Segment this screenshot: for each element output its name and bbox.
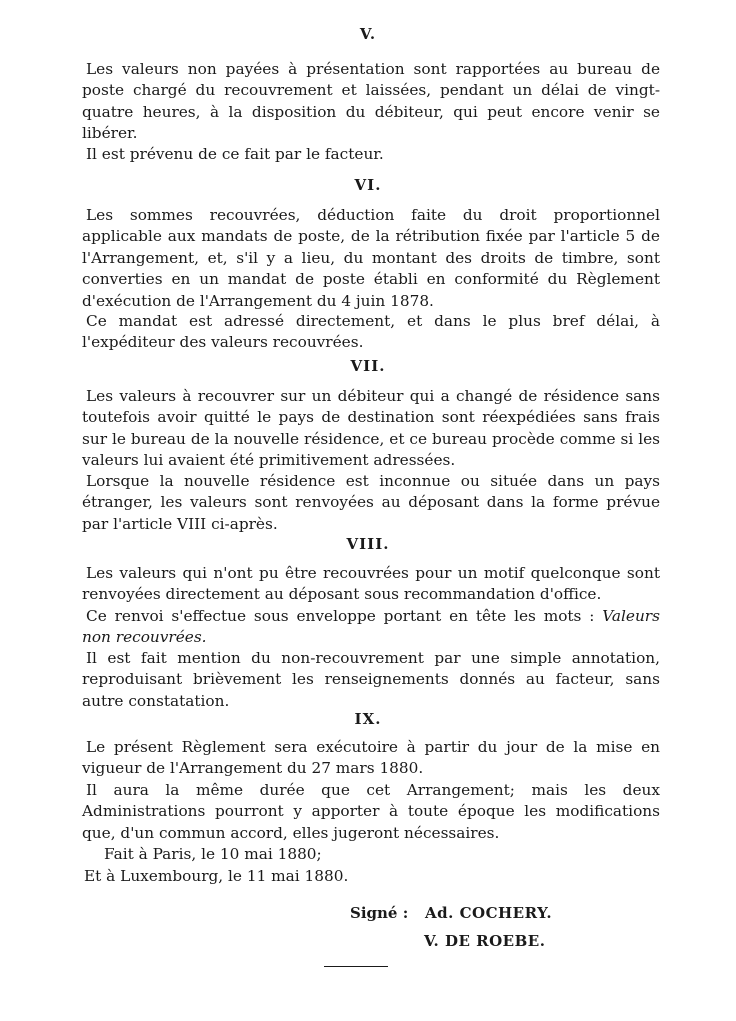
closing-line-paris: Fait à Paris, le 10 mai 1880; bbox=[104, 845, 322, 863]
section-vii-heading: VII. bbox=[350, 357, 386, 375]
section-ix-heading: IX. bbox=[354, 710, 382, 728]
section-viii-heading: VIII. bbox=[346, 535, 390, 553]
section-vi-paragraph-1: Les sommes recouvrées, déduction faite du droit proportionnel applicable aux mandats de poste, de la rétribution fixée par l'article 5 de l'Arrangement, et, s'il y a lieu, du montant des droits de timbre, sont converties en un mandat de poste établi en conformité du Règlement d'exécution de l'Arrangement du 4 juin 1878. bbox=[82, 206, 660, 310]
section-viii-paragraph-2-text: Ce renvoi s'effectue sous enveloppe portant en tête les mots : bbox=[86, 607, 595, 625]
section-viii-paragraph-2 bbox=[82, 606, 660, 649]
section-viii-paragraph-3: Il est fait mention du non-recouvrement par une simple annotation, reproduisant brièvement les renseignements donnés au facteur, sans autre constatation. bbox=[82, 649, 660, 710]
section-v-paragraph-2: Il est prévenu de ce fait par le facteur. bbox=[86, 145, 384, 163]
signature-name-cochery: Ad. COCHERY. bbox=[425, 904, 553, 922]
section-vi-heading: VI. bbox=[354, 176, 382, 194]
closing-rule bbox=[324, 966, 388, 967]
section-ix-paragraph-1: Le présent Règlement sera exécutoire à partir du jour de la mise en vigueur de l'Arrangement du 27 mars 1880. bbox=[82, 738, 660, 778]
section-viii-paragraph-1: Les valeurs qui n'ont pu être recouvrées pour un motif quelconque sont renvoyées directement au déposant sous recommandation d'office. bbox=[82, 564, 660, 604]
section-ix-paragraph-2: Il aura la même durée que cet Arrangement; mais les deux Administrations pourront y apporter à toute époque les modifications que, d'un commun accord, elles jugeront nécessaires. bbox=[82, 781, 660, 842]
section-viii-paragraph-2-italic: Valeurs non recouvrées. bbox=[82, 607, 660, 647]
section-vi-paragraph-2: Ce mandat est adressé directement, et dans le plus bref délai, à l'expéditeur des valeurs recouvrées. bbox=[82, 312, 660, 352]
section-v-heading: V. bbox=[359, 25, 377, 43]
section-vii-paragraph-1: Les valeurs à recouvrer sur un débiteur qui a changé de résidence sans toutefois avoir quitté le pays de destination sont réexpédiées sans frais sur le bureau de la nouvelle résidence, et ce bureau procède comme si les valeurs lui avaient été primitivement adressées. bbox=[82, 387, 660, 470]
section-v-paragraph-1: Les valeurs non payées à présentation sont rapportées au bureau de poste chargé du recouvrement et laissées, pendant un délai de vingt-quatre heures, à la disposition du débiteur, qui peut encore venir se libérer. bbox=[82, 60, 660, 143]
section-vii-paragraph-2: Lorsque la nouvelle résidence est inconnue ou située dans un pays étranger, les valeurs sont renvoyées au déposant dans la forme prévue par l'article VIII ci-après. bbox=[82, 472, 660, 533]
closing-line-luxembourg: Et à Luxembourg, le 11 mai 1880. bbox=[84, 867, 349, 885]
signature-name-roebe: V. DE ROEBE. bbox=[424, 932, 546, 950]
signature-label: Signé : bbox=[350, 904, 409, 922]
